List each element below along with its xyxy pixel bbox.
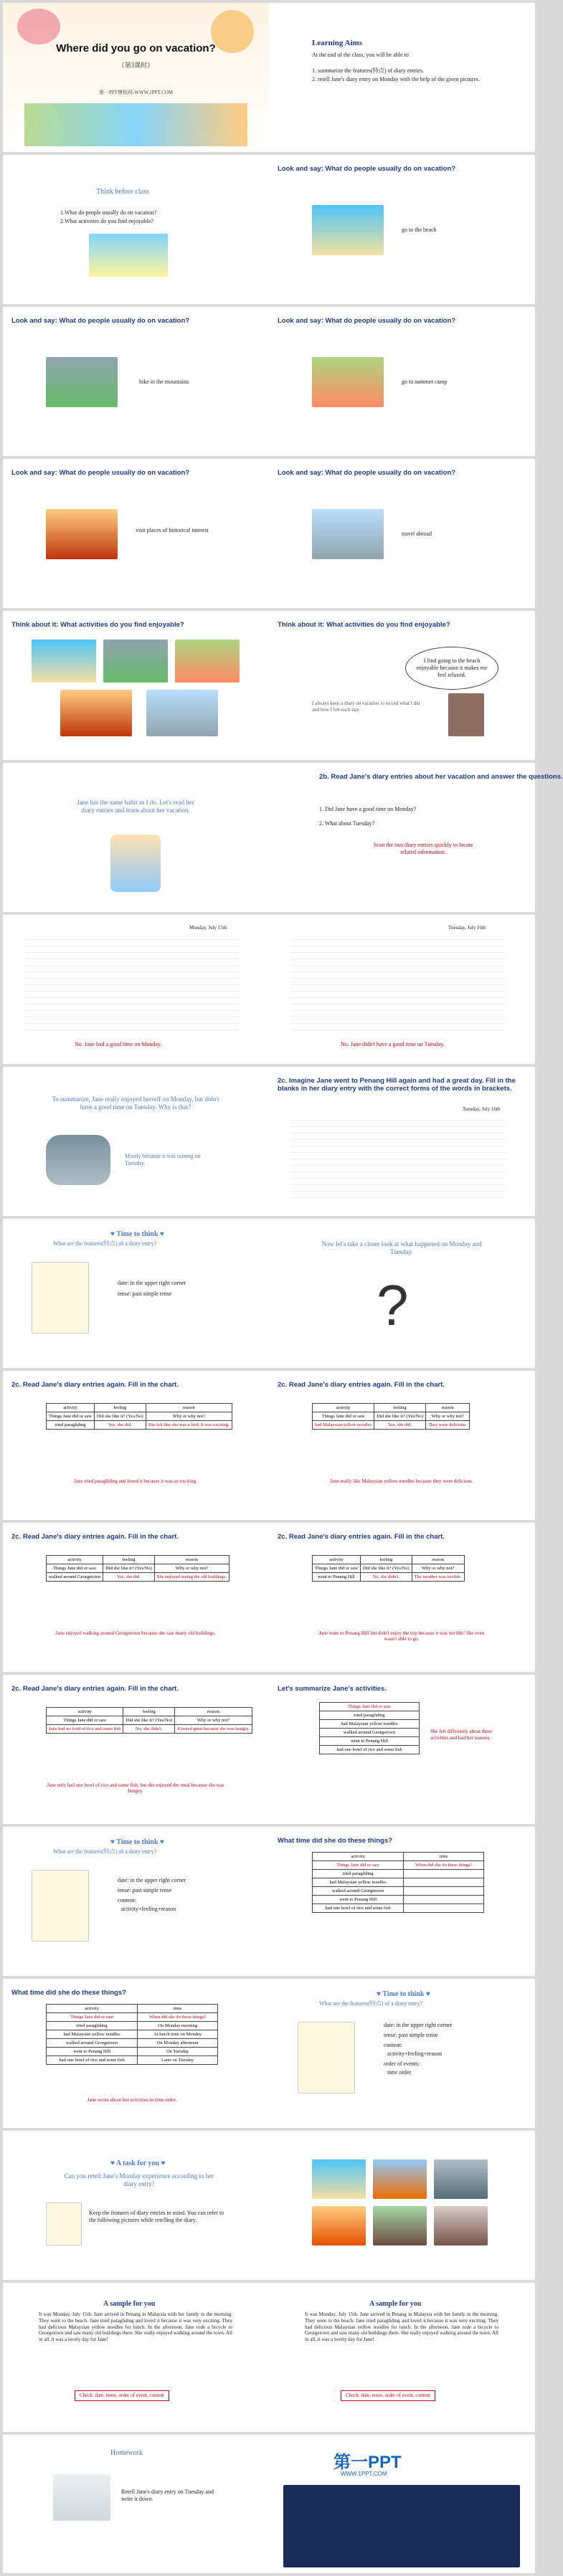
summarize-answer: Mostly because it was raining on Tuesday. — [125, 1153, 201, 1166]
time-table — [312, 1852, 484, 1913]
slide-subtitle: （第3课时） — [118, 62, 154, 69]
slide-think-before[interactable] — [3, 155, 269, 304]
slide-summarize[interactable] — [3, 1067, 269, 1216]
feature-order: order of events: — [384, 2061, 420, 2067]
cell: The weather was terrible. — [412, 1573, 464, 1582]
cell: On Monday morning — [138, 2022, 218, 2030]
cell: had Malaysian yellow noodles — [47, 2030, 138, 2039]
slide-hike[interactable] — [3, 307, 269, 456]
tuesday-diary-text-block — [290, 933, 506, 1034]
cell: Things Jane did or saw — [313, 1412, 374, 1421]
cell: They were delicious. — [425, 1421, 469, 1430]
time-heading: What time did she do these things? — [11, 1989, 126, 1997]
sample-text: It was Monday, July 15th. Jane arrived in Penang in Malaysia with her family in the morning. They went to the beach. Jane tried paragliding and loved it because it was very exciting. They had delicious Malaysian yellow noodles for lunch. In the afternoon, Jane rode a bicycle to Georgetown and saw many old buildings there. She really enjoyed walking around the town. All in all, it was a lovely day for Jane! — [39, 2311, 232, 2342]
feature-tense: tense: past simple tense — [118, 1887, 172, 1893]
diary-note: I always keep a diary on vacation to record what I did and how I felt each day. — [312, 700, 420, 713]
feature-date: date: in the upper right corner — [118, 1877, 186, 1883]
notepad-image — [32, 1870, 89, 1941]
slide-think-enjoy-2[interactable] — [269, 611, 535, 760]
slide-monday-diary[interactable] — [3, 915, 269, 1064]
historical-site-photo — [46, 509, 118, 559]
summarize-heading: Let's summarize Jane's activities. — [278, 1685, 387, 1693]
diary-date: Tuesday, July 16th — [463, 1106, 501, 1112]
cell: tried paragliding — [47, 1421, 95, 1430]
balloon-decoration — [17, 9, 60, 44]
slide-homework[interactable] — [3, 2435, 269, 2573]
slide-closer-look[interactable] — [269, 1219, 535, 1368]
cell: walked around Georgetown — [313, 1887, 404, 1896]
cell — [404, 1896, 484, 1904]
cell: tried paragliding — [313, 1870, 404, 1878]
col-time: time — [404, 1853, 484, 1861]
feature-tense: tense: past simple tense — [118, 1291, 172, 1297]
speech-bubble: I find going to the beach enjoyable because it makes me feel relaxed. — [405, 647, 498, 690]
col-activity: activity — [47, 1404, 95, 1412]
col-activity: activity — [313, 1853, 404, 1861]
cell: walked around Georgetown — [320, 1729, 420, 1737]
2c-heading: 2c. Imagine Jane went to Penang Hill again and had a great day. Fill in the blanks in her diary entry with the correct forms of the words in brackets. — [278, 1077, 516, 1093]
slide-2b[interactable] — [269, 763, 563, 912]
cell: No, she didn't. — [360, 1573, 412, 1582]
cell: Things Jane did or saw — [313, 1564, 361, 1573]
picture-paragliding — [373, 2159, 427, 2199]
chart-table — [312, 1555, 465, 1582]
slide-2c-fill[interactable] — [269, 1067, 535, 1216]
picture-old-buildings — [434, 2206, 488, 2245]
cell: Yes, she did. — [94, 1421, 146, 1430]
cell: Did she like it? (Yes/No) — [103, 1564, 155, 1573]
summer-camp-sign — [312, 357, 384, 407]
slide-brand[interactable] — [269, 2435, 535, 2573]
cell: Things Jane did or saw — [47, 1716, 123, 1725]
cell: Why or why not? — [425, 1412, 469, 1421]
cell: had one bowl of rice and some fish — [47, 2056, 138, 2065]
photo-beach — [32, 640, 96, 683]
time-note: Jane wrote about her activities in time order. — [87, 2097, 177, 2103]
slide-beach[interactable] — [269, 155, 535, 304]
cell: Jane had no food of rice and some fish — [47, 1725, 123, 1734]
cell: At lunch time on Monday — [138, 2030, 218, 2039]
col-feeling: feeling — [123, 1708, 175, 1716]
think-about-heading: Think about it: What activities do you find enjoyable? — [278, 621, 450, 629]
chart-table — [312, 1403, 470, 1430]
feature-date: date: in the upper right corner — [384, 2022, 453, 2028]
cell: Things Jane did or saw — [47, 1412, 95, 1421]
col-reason: reason — [146, 1404, 232, 1412]
think-about-heading: Think about it: What activities do you find enjoyable? — [11, 621, 184, 629]
slide-chart-2[interactable] — [269, 1371, 535, 1520]
look-say-heading: Look and say: What do people usually do on vacation? — [278, 165, 456, 173]
cell: Things Jane did or saw — [313, 1861, 404, 1870]
cell: Things Jane did or saw — [320, 1703, 420, 1711]
slide-sample-1[interactable] — [3, 2283, 269, 2432]
cell — [404, 1878, 484, 1887]
slide-features-3[interactable] — [269, 1979, 535, 2128]
brand-label: 第一PPT模板网-WWW.1PPT.COM — [98, 90, 174, 95]
summarize-question: To summarize, Jane really enjoyed herself on Monday, but didn't have a good time on Tuesday. Why is that? — [52, 1095, 219, 1111]
cell: Did she like it? (Yes/No) — [123, 1716, 175, 1725]
cell: had Malaysian yellow noodles — [313, 1421, 374, 1430]
diary-book-image — [448, 693, 484, 736]
slide-chart-5[interactable] — [3, 1675, 269, 1824]
cell: Things Jane did or saw — [47, 1564, 103, 1573]
look-say-heading: Look and say: What do people usually do on vacation? — [278, 317, 456, 325]
aims-intro: At the end of the class, you will be able to — [312, 52, 409, 58]
cell: She enjoyed seeing the old buildings. — [154, 1573, 229, 1582]
monday-answer: No. Jane had a good time on Monday. — [75, 1041, 162, 1047]
cell: Did she like it? (Yes/No) — [94, 1412, 146, 1421]
rain-cloud-image — [46, 1135, 110, 1185]
activity-label: visit places of historical interest — [136, 527, 209, 533]
photo-plane — [146, 690, 218, 736]
beach-umbrella-image — [89, 234, 168, 277]
tuesday-answer: No. Jane didn't have a good time on Tuesday. — [341, 1041, 445, 1047]
chart-note: Jane only had one bowl of rice and some fish, but she enjoyed the meal because she was hungry. — [47, 1782, 224, 1794]
picture-bicycle — [373, 2206, 427, 2245]
cell — [404, 1904, 484, 1913]
2b-q2: 2. What about Tuesday? — [319, 820, 375, 827]
slide-sample-2[interactable] — [269, 2283, 535, 2432]
feature-content: content: — [118, 1897, 136, 1904]
aim-2: 2. retell Jane's diary entry on Monday with the help of the given pictures. — [312, 76, 481, 82]
brand-url: WWW.1PPT.COM — [341, 2471, 387, 2477]
cell: Things Jane did or saw — [47, 2013, 138, 2022]
chart-note: Jane really like Malaysian yellow noodles because they were delicious. — [330, 1478, 473, 1484]
cell: No, she didn't. — [123, 1725, 175, 1734]
slide-summarize-activities[interactable] — [269, 1675, 535, 1824]
task-heading: ♥ A task for you ♥ — [110, 2159, 166, 2167]
notepad-image — [32, 1262, 89, 1334]
cell: tried paragliding — [47, 2022, 138, 2030]
feature-order-detail: time order — [387, 2069, 412, 2076]
activity-label: go to summer camp — [402, 379, 448, 385]
slide-think-enjoy[interactable] — [3, 611, 269, 760]
activity-label: travel abroad — [402, 531, 432, 537]
time-to-think-heading: ♥ Time to think ♥ — [110, 1838, 164, 1846]
picture-bird — [434, 2159, 488, 2199]
mountain-photo — [46, 357, 118, 407]
activity-label: hike in the mountains — [139, 379, 189, 385]
habit-text: Jane has the same habit as I do. Let's read her diary entries and learn about her vacation. — [77, 799, 194, 814]
cell: She felt like she was a bird. It was exciting. — [146, 1421, 232, 1430]
col-time: time — [138, 2005, 218, 2013]
sample-heading: A sample for you — [369, 2300, 422, 2308]
brand-logo: 第一PPT — [333, 2453, 402, 2472]
col-feeling: feeling — [374, 1404, 426, 1412]
col-activity: activity — [313, 1404, 374, 1412]
brand-footer-panel — [283, 2485, 520, 2567]
chart-heading: 2c. Read Jane's diary entries again. Fill in the chart. — [11, 1533, 179, 1541]
cell: When did she do these things? — [138, 2013, 218, 2022]
picture-beach — [312, 2159, 366, 2199]
feature-content-detail: activity+feeling+reason — [387, 2050, 443, 2057]
cell: had Malaysian yellow noodles — [320, 1720, 420, 1729]
time-heading: What time did she do these things? — [278, 1837, 392, 1845]
cell: Did she like it? (Yes/No) — [360, 1564, 412, 1573]
photo-camp — [175, 640, 240, 683]
cell: Did she like it? (Yes/No) — [374, 1412, 426, 1421]
chart-heading: 2c. Read Jane's diary entries again. Fill in the chart. — [278, 1533, 445, 1541]
chart-table — [46, 1403, 232, 1430]
slide-abroad[interactable] — [269, 459, 535, 608]
slide-title[interactable] — [3, 3, 269, 152]
sample-text-annotated: It was Monday, July 15th. Jane arrived in Penang in Malaysia with her family in the morning. They went to the beach. Jane tried paragliding and loved it because it was very exciting. They had delicious Malaysian yellow noodles for lunch. In the afternoon, Jane rode a bicycle to Georgetown and saw many old buildings there. She really enjoyed walking around the town. All in all, it was a lovely day for Jane! — [305, 2311, 498, 2342]
look-say-heading: Look and say: What do people usually do on vacation? — [11, 469, 190, 477]
think-q1: 1.What do people usually do on vacation? — [60, 209, 157, 216]
task-question: Can you retell Jane's Monday experience according to her diary entry? — [64, 2172, 214, 2188]
slide-chart-3[interactable] — [3, 1523, 269, 1672]
col-feeling: feeling — [103, 1556, 155, 1564]
feature-content: content: — [384, 2042, 402, 2048]
beach-photo — [312, 205, 384, 255]
cell: Why or why not? — [146, 1412, 232, 1421]
cell — [404, 1887, 484, 1896]
feature-date: date: in the upper right corner — [118, 1280, 186, 1286]
slide-task[interactable] — [3, 2131, 269, 2280]
cell: It tasted great because she was hungry. — [175, 1725, 252, 1734]
slide-time-2[interactable] — [3, 1979, 269, 2128]
cell: walked around Georgetown — [47, 2039, 138, 2048]
aims-heading: Learning Aims — [312, 39, 362, 47]
photo-historic — [60, 690, 132, 736]
col-reason: reason — [412, 1556, 464, 1564]
cell: walked around Georgetown — [47, 1573, 103, 1582]
travel-illustration — [24, 103, 247, 146]
task-tip: Keep the features of diary entries in mind. You can refer to the following pictures while retelling the diary. — [89, 2210, 224, 2223]
diary-date: Monday, July 15th — [189, 925, 227, 931]
fill-in-diary-block — [290, 1114, 506, 1200]
slide-chart-1[interactable] — [3, 1371, 269, 1520]
slide-time-1[interactable] — [269, 1827, 535, 1976]
chart-table — [46, 1707, 252, 1734]
cell: tried paragliding — [320, 1711, 420, 1720]
photo-mountain — [103, 640, 168, 683]
look-say-heading: Look and say: What do people usually do on vacation? — [278, 469, 456, 477]
features-question: What are the features(特点) of a diary entry? — [319, 2000, 423, 2007]
col-feeling: feeling — [360, 1556, 412, 1564]
chart-heading: 2c. Read Jane's diary entries again. Fill in the chart. — [11, 1685, 179, 1693]
col-reason: reason — [154, 1556, 229, 1564]
notepad-image — [46, 2202, 82, 2245]
2b-heading: 2b. Read Jane's diary entries about her vacation and answer the questions. — [319, 773, 563, 781]
slide-pictures[interactable] — [269, 2131, 535, 2280]
time-to-think-heading: ♥ Time to think ♥ — [377, 1990, 430, 1998]
activity-label: go to the beach — [402, 227, 437, 233]
closer-look-text: Now let's take a closer look at what happened on Monday and Tuesday. — [321, 1240, 482, 1256]
col-feeling: feeling — [94, 1404, 146, 1412]
girl-writing-image — [110, 835, 161, 892]
activities-table — [319, 1702, 420, 1754]
slide-historical[interactable] — [3, 459, 269, 608]
col-reason: reason — [425, 1404, 469, 1412]
slide-features-2[interactable] — [3, 1827, 269, 1976]
col-activity: activity — [47, 1708, 123, 1716]
slide-chart-4[interactable] — [269, 1523, 535, 1672]
cell: had Malaysian yellow noodles — [313, 1878, 404, 1887]
homework-heading: Homework — [110, 2449, 143, 2457]
cell: went to Penang Hill — [47, 2048, 138, 2056]
aim-1: 1. summarize the features(特点) of diary entries. — [312, 67, 424, 74]
notepad-image — [298, 2022, 355, 2093]
cell: When did she do these things? — [404, 1861, 484, 1870]
picture-noodles — [312, 2206, 366, 2245]
chart-note: Jane enjoyed walking around Georgetown because she saw many old buildings. — [55, 1630, 216, 1636]
cell: On Tuesday — [138, 2048, 218, 2056]
summary-side-note: She felt differently about these activities and had her reasons. — [430, 1729, 493, 1741]
slide-features-1[interactable] — [3, 1219, 269, 1368]
time-table — [46, 2004, 218, 2065]
features-question: What are the features(特点) of a diary entry? — [53, 1848, 157, 1855]
slide-tuesday-diary[interactable] — [269, 915, 535, 1064]
chart-note: Jane went to Penang Hill but didn't enjoy the trip because it was terrible! She even wasn't able to go. — [318, 1630, 485, 1642]
slide-jane-habit[interactable] — [3, 763, 269, 912]
look-say-heading: Look and say: What do people usually do on vacation? — [11, 317, 190, 325]
chart-note: Jane tried paragliding and loved it because it was so exciting. — [74, 1478, 197, 1484]
cell: went to Penang Hill — [313, 1896, 404, 1904]
cell: Yes, she did. — [374, 1421, 426, 1430]
think-heading: Think before class — [96, 188, 149, 196]
cell: Why or why not? — [175, 1716, 252, 1725]
sample-check: Check: date, tense, order of event, content — [75, 2390, 169, 2401]
question-mark-icon: ? — [377, 1273, 409, 1337]
col-activity: activity — [47, 1556, 103, 1564]
cell: had one bowl of rice and some fish — [313, 1904, 404, 1913]
cell: On Monday afternoon — [138, 2039, 218, 2048]
chart-heading: 2c. Read Jane's diary entries again. Fill in the chart. — [11, 1381, 179, 1389]
2b-q1: 1. Did Jane have a good time on Monday? — [319, 806, 417, 812]
airplane-photo — [312, 509, 384, 559]
cell: Later on Tuesday — [138, 2056, 218, 2065]
col-activity: activity — [313, 1556, 361, 1564]
cell: had one bowl of rice and some fish — [320, 1746, 420, 1754]
sample-heading: A sample for you — [103, 2300, 156, 2308]
slide-camp[interactable] — [269, 307, 535, 456]
cell: Why or why not? — [154, 1564, 229, 1573]
col-activity: activity — [47, 2005, 138, 2013]
feature-tense: tense: past simple tense — [384, 2032, 438, 2038]
2b-tip: Scan the two diary entries quickly to locate related information. — [373, 842, 473, 855]
features-question: What are the features(特点) of a diary entry? — [53, 1240, 157, 1247]
cell: Why or why not? — [412, 1564, 464, 1573]
cell — [404, 1870, 484, 1878]
diary-date: Tuesday, July 16th — [448, 925, 486, 931]
slide-title-text: Where did you go on vacation? — [56, 42, 216, 54]
slide-learning-aims[interactable] — [269, 3, 535, 152]
cell: Yes, she did. — [103, 1573, 155, 1582]
monday-diary-text-block — [24, 933, 240, 1034]
cell: went to Penang Hill — [313, 1573, 361, 1582]
time-to-think-heading: ♥ Time to think ♥ — [110, 1230, 164, 1238]
col-reason: reason — [175, 1708, 252, 1716]
chart-heading: 2c. Read Jane's diary entries again. Fill in the chart. — [278, 1381, 445, 1389]
homework-text: Retell Jane's diary entry on Tuesday and write it down. — [121, 2489, 214, 2502]
writing-image — [53, 2474, 110, 2521]
cell: went to Penang Hill — [320, 1737, 420, 1746]
think-q2: 2.What activities do you find enjoyable? — [60, 218, 153, 224]
feature-content-detail: activity+feeling+reason — [121, 1906, 176, 1912]
chart-table — [46, 1555, 230, 1582]
sample-check: Check: date, tense, order of event, content — [341, 2390, 435, 2401]
